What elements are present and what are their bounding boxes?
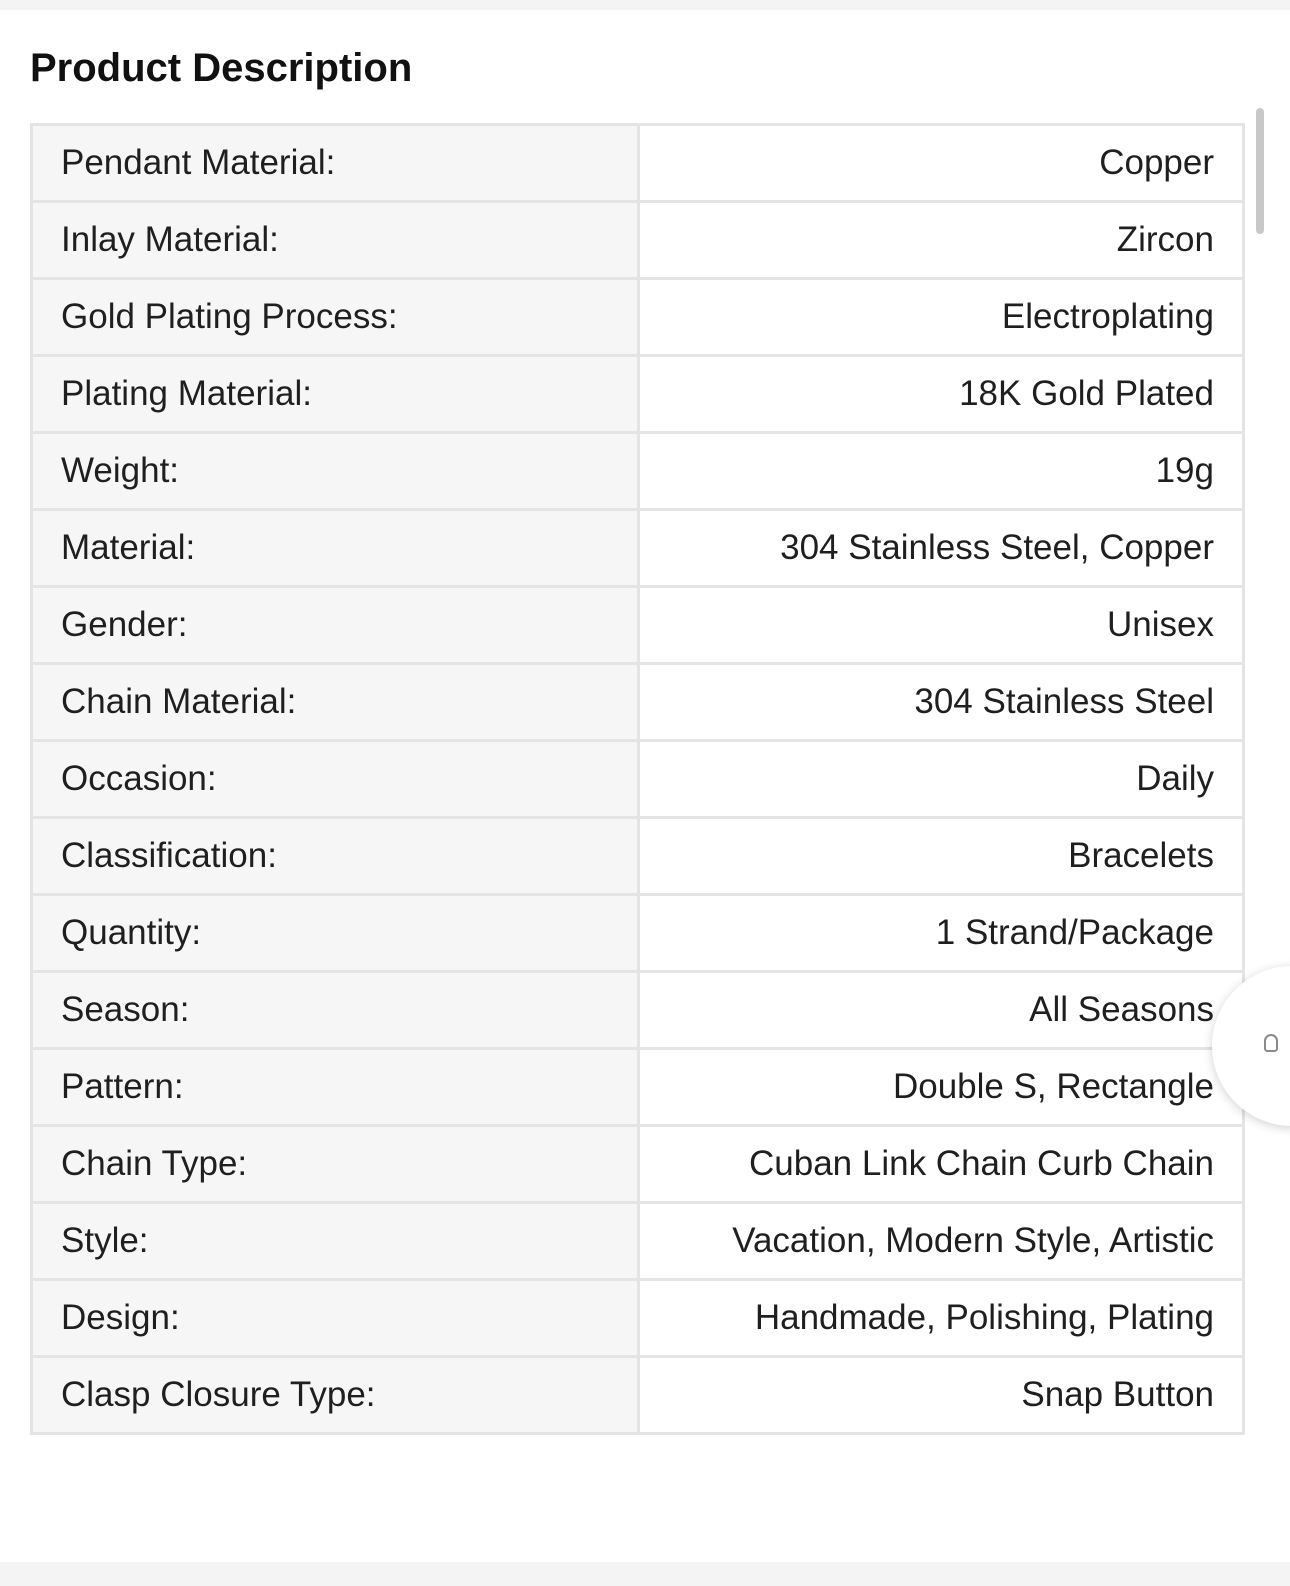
spec-row [32, 664, 1244, 741]
spec-key: Pattern: [32, 1049, 639, 1126]
spec-value: Snap Button [639, 1357, 1244, 1434]
floating-action-icon [1264, 1034, 1278, 1052]
spec-value: Zircon [639, 202, 1244, 279]
spec-value: Vacation, Modern Style, Artistic [639, 1203, 1244, 1280]
spec-row [32, 587, 1244, 664]
spec-key: Material: [32, 510, 639, 587]
product-spec-table [30, 123, 1245, 1435]
spec-value: 304 Stainless Steel, Copper [639, 510, 1244, 587]
spec-row [32, 972, 1244, 1049]
spec-row [32, 741, 1244, 818]
spec-key: Pendant Material: [32, 125, 639, 202]
spec-value: 1 Strand/Package [639, 895, 1244, 972]
spec-value: Copper [639, 125, 1244, 202]
spec-key: Weight: [32, 433, 639, 510]
spec-key: Gold Plating Process: [32, 279, 639, 356]
spec-key: Quantity: [32, 895, 639, 972]
spec-row [32, 1280, 1244, 1357]
spec-value: Cuban Link Chain Curb Chain [639, 1126, 1244, 1203]
spec-row [32, 125, 1244, 202]
spec-row [32, 279, 1244, 356]
spec-value: All Seasons [639, 972, 1244, 1049]
spec-value: Double S, Rectangle [639, 1049, 1244, 1126]
spec-value: 18K Gold Plated [639, 356, 1244, 433]
spec-value: 19g [639, 433, 1244, 510]
spec-row [32, 818, 1244, 895]
spec-value: Handmade, Polishing, Plating [639, 1280, 1244, 1357]
spec-key: Plating Material: [32, 356, 639, 433]
spec-row [32, 1049, 1244, 1126]
spec-key: Season: [32, 972, 639, 1049]
top-divider [0, 0, 1290, 10]
spec-key: Gender: [32, 587, 639, 664]
spec-key: Inlay Material: [32, 202, 639, 279]
spec-row [32, 510, 1244, 587]
spec-value: Daily [639, 741, 1244, 818]
spec-key: Style: [32, 1203, 639, 1280]
spec-key: Occasion: [32, 741, 639, 818]
spec-value: Bracelets [639, 818, 1244, 895]
spec-row [32, 895, 1244, 972]
spec-key: Clasp Closure Type: [32, 1357, 639, 1434]
spec-key: Design: [32, 1280, 639, 1357]
section-title: Product Description [30, 46, 413, 90]
spec-key: Chain Material: [32, 664, 639, 741]
bottom-divider [0, 1562, 1290, 1586]
spec-row [32, 1126, 1244, 1203]
spec-value: Electroplating [639, 279, 1244, 356]
spec-row [32, 356, 1244, 433]
spec-row [32, 1357, 1244, 1434]
spec-key: Chain Type: [32, 1126, 639, 1203]
spec-row [32, 202, 1244, 279]
spec-row [32, 1203, 1244, 1280]
spec-key: Classification: [32, 818, 639, 895]
spec-row [32, 433, 1244, 510]
vertical-scrollbar[interactable] [1256, 108, 1264, 234]
spec-value: Unisex [639, 587, 1244, 664]
spec-value: 304 Stainless Steel [639, 664, 1244, 741]
